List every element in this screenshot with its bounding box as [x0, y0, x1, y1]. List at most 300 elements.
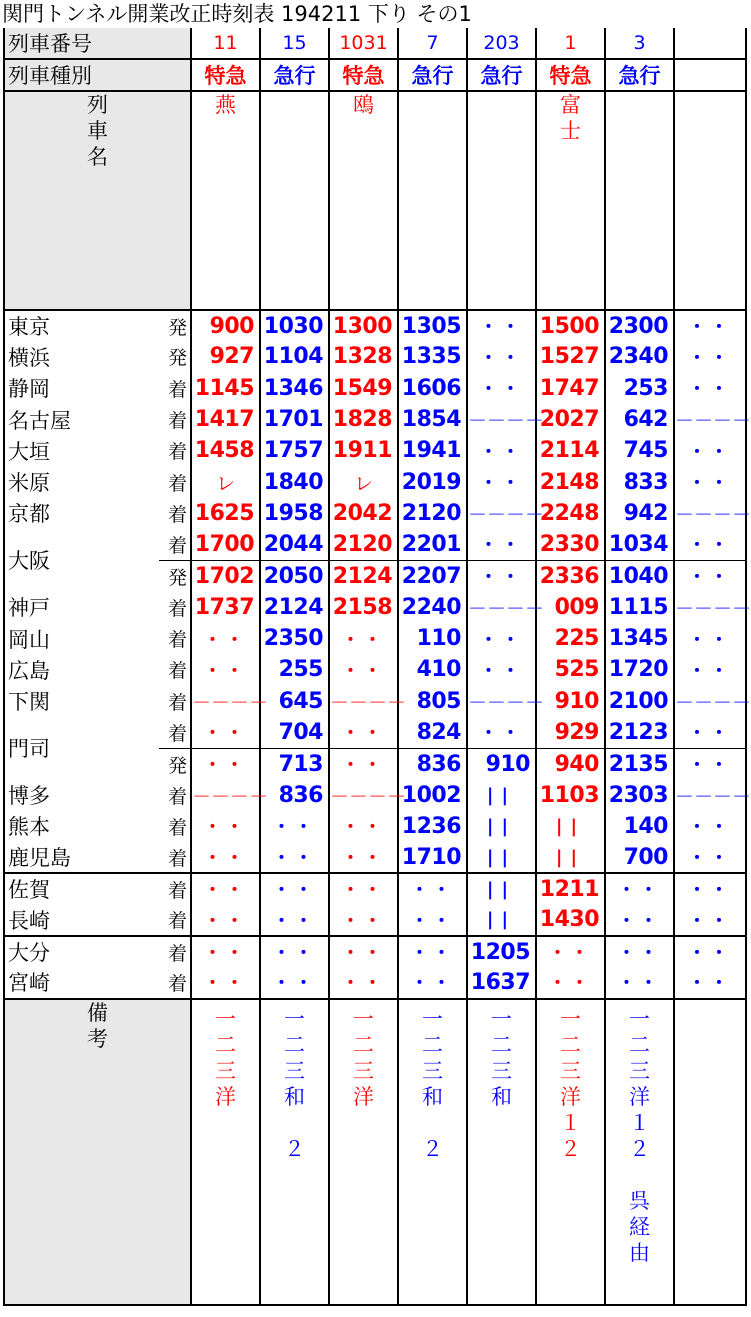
time-cell: ・・ [260, 967, 329, 998]
vertical-char: 一 [629, 1006, 650, 1031]
time-cell: 255 [260, 654, 329, 685]
time-cell: ・・ [467, 529, 536, 560]
remarks-cell [260, 999, 329, 1305]
spacer [261, 1110, 328, 1136]
time-cell: －－－－ [329, 686, 398, 717]
vertical-char: 燕 [215, 93, 236, 117]
arr-dep-mark: 着 [159, 623, 191, 654]
time-cell: 2158 [329, 592, 398, 623]
time-cell: 525 [536, 654, 605, 685]
vertical-char: 三 [491, 1058, 512, 1083]
station-name: 名古屋 [4, 404, 159, 435]
time-cell: 910 [536, 686, 605, 717]
arr-dep-mark: 着 [159, 592, 191, 623]
time-cell: 2027 [536, 404, 605, 435]
time-cell: 1625 [191, 498, 260, 529]
time-cell: ・・ [398, 967, 467, 998]
arr-dep-mark: 着 [159, 842, 191, 873]
time-cell: 1205 [467, 936, 536, 967]
time-cell: 745 [605, 435, 674, 466]
train-type: 特急 [536, 59, 605, 91]
vertical-char: 考 [87, 1026, 108, 1051]
arr-dep-mark: 発 [159, 748, 191, 779]
station-row [4, 686, 746, 717]
time-cell: 2120 [329, 529, 398, 560]
time-cell: 1104 [260, 341, 329, 372]
station-name: 東京 [4, 310, 159, 341]
train-type: 急行 [398, 59, 467, 91]
vertical-char: 呉 [629, 1188, 650, 1213]
time-cell: ・・ [467, 717, 536, 748]
vertical-char: １ [560, 1110, 581, 1135]
vertical-char: 二 [629, 1032, 650, 1057]
time-cell: ・・ [329, 873, 398, 904]
time-cell: 1941 [398, 435, 467, 466]
time-cell: 1500 [536, 310, 605, 341]
station-name: 大垣 [4, 435, 159, 466]
station-name: 岡山 [4, 623, 159, 654]
time-cell: 1417 [191, 404, 260, 435]
time-cell: ・・ [536, 936, 605, 967]
remarks-row [4, 999, 746, 1305]
time-cell: 2050 [260, 560, 329, 591]
time-cell: 2336 [536, 560, 605, 591]
station-name: 熊本 [4, 811, 159, 842]
vertical-char: 備 [87, 1000, 108, 1025]
time-cell: 2340 [605, 341, 674, 372]
station-row [4, 498, 746, 529]
vertical-char: 富 [560, 93, 581, 117]
vertical-char: 一 [422, 1006, 443, 1031]
vertical-char: 洋 [353, 1084, 374, 1109]
station-row [4, 404, 746, 435]
vertical-char: 二 [491, 1032, 512, 1057]
time-cell: 1854 [398, 404, 467, 435]
train-name-row [4, 91, 746, 310]
time-cell: －－－－ [674, 779, 746, 810]
train-type [674, 59, 746, 91]
time-cell: 1328 [329, 341, 398, 372]
time-cell: レ [329, 466, 398, 497]
time-cell: ・・ [467, 560, 536, 591]
time-cell: 1958 [260, 498, 329, 529]
time-cell: 1702 [191, 560, 260, 591]
vertical-char: 和 [491, 1084, 512, 1109]
time-cell: 2248 [536, 498, 605, 529]
time-cell: 700 [605, 842, 674, 873]
time-cell: ・・ [467, 654, 536, 685]
time-cell: ・・ [191, 967, 260, 998]
time-cell: ・・ [329, 936, 398, 967]
train-number: 203 [467, 28, 536, 59]
time-cell: ・・ [329, 967, 398, 998]
train-type-row [4, 59, 746, 91]
time-cell: 1911 [329, 435, 398, 466]
vertical-char: 経 [629, 1214, 650, 1239]
time-cell: 2207 [398, 560, 467, 591]
arr-dep-mark: 発 [159, 310, 191, 341]
remarks-cell [467, 999, 536, 1305]
arr-dep-mark: 着 [159, 779, 191, 810]
time-cell: 836 [260, 779, 329, 810]
time-cell: 1145 [191, 373, 260, 404]
time-cell: 836 [398, 748, 467, 779]
time-cell: 1637 [467, 967, 536, 998]
train-name [605, 91, 674, 310]
station-name: 大阪 [4, 529, 159, 592]
time-cell: ・・ [674, 310, 746, 341]
station-row [4, 310, 746, 341]
arr-dep-mark: 発 [159, 560, 191, 591]
time-cell: 929 [536, 717, 605, 748]
time-cell: 2019 [398, 466, 467, 497]
arr-dep-mark: 着 [159, 404, 191, 435]
vertical-char: ２ [422, 1136, 443, 1161]
time-cell: 2201 [398, 529, 467, 560]
time-cell: －－－－ [467, 404, 536, 435]
train-name [191, 91, 260, 310]
time-cell: 1747 [536, 373, 605, 404]
station-name: 下関 [4, 686, 159, 717]
train-number-row [4, 28, 746, 59]
time-cell: ・・ [191, 842, 260, 873]
station-name: 鹿児島 [4, 842, 159, 873]
remarks-cell [191, 999, 260, 1305]
time-cell: 900 [191, 310, 260, 341]
time-cell: ・・ [329, 748, 398, 779]
time-cell: ・・ [260, 811, 329, 842]
time-cell: －－－－ [467, 592, 536, 623]
time-cell: ・・ [674, 748, 746, 779]
vertical-char: 二 [560, 1032, 581, 1057]
train-type: 急行 [605, 59, 674, 91]
train-number: 11 [191, 28, 260, 59]
station-name: 横浜 [4, 341, 159, 372]
station-row [4, 905, 746, 936]
time-cell: ・・ [329, 623, 398, 654]
time-cell: 1040 [605, 560, 674, 591]
time-cell: ・・ [467, 373, 536, 404]
arr-dep-mark: 着 [159, 811, 191, 842]
time-cell: ・・ [674, 529, 746, 560]
vertical-char: 三 [284, 1058, 305, 1083]
time-cell: 1840 [260, 466, 329, 497]
station-name: 米原 [4, 466, 159, 497]
station-row [4, 967, 746, 998]
time-cell: 927 [191, 341, 260, 372]
train-type: 急行 [467, 59, 536, 91]
time-cell: 942 [605, 498, 674, 529]
time-cell: ・・ [674, 936, 746, 967]
time-cell: 1103 [536, 779, 605, 810]
time-cell: －－－－ [467, 498, 536, 529]
time-cell: ・・ [467, 623, 536, 654]
time-cell: 805 [398, 686, 467, 717]
arr-dep-mark: 着 [159, 873, 191, 904]
station-row [4, 341, 746, 372]
arr-dep-mark: 着 [159, 717, 191, 748]
time-cell: －－－－ [191, 686, 260, 717]
train-type: 急行 [260, 59, 329, 91]
time-cell: 1430 [536, 905, 605, 936]
vertical-char: １ [629, 1110, 650, 1135]
time-cell: ・・ [674, 373, 746, 404]
vertical-char: 三 [422, 1058, 443, 1083]
arr-dep-mark: 着 [159, 654, 191, 685]
time-cell: 2135 [605, 748, 674, 779]
vertical-char: 一 [215, 1006, 236, 1031]
arr-dep-mark: 着 [159, 498, 191, 529]
vertical-char: 由 [629, 1240, 650, 1265]
time-cell: －－－－ [674, 686, 746, 717]
time-cell: 1737 [191, 592, 260, 623]
vertical-char: 列 [87, 93, 108, 117]
station-name: 門司 [4, 717, 159, 780]
time-cell: ・・ [674, 717, 746, 748]
time-cell: 2303 [605, 779, 674, 810]
time-cell: || [467, 905, 536, 936]
time-cell: 1034 [605, 529, 674, 560]
time-cell: || [467, 779, 536, 810]
time-cell: 1236 [398, 811, 467, 842]
train-number: 1 [536, 28, 605, 59]
time-cell: 1115 [605, 592, 674, 623]
time-cell: || [536, 842, 605, 873]
time-cell: 1828 [329, 404, 398, 435]
time-cell: 1305 [398, 310, 467, 341]
train-type: 特急 [329, 59, 398, 91]
vertical-char: 洋 [560, 1084, 581, 1109]
vertical-char: 三 [215, 1058, 236, 1083]
time-cell: ・・ [674, 341, 746, 372]
remarks-cell [329, 999, 398, 1305]
arr-dep-mark: 着 [159, 466, 191, 497]
arr-dep-mark: 着 [159, 373, 191, 404]
arr-dep-mark: 着 [159, 905, 191, 936]
time-cell: 253 [605, 373, 674, 404]
train-name-label [4, 91, 191, 310]
time-cell: ・・ [467, 435, 536, 466]
arr-dep-mark: 着 [159, 967, 191, 998]
station-row [4, 811, 746, 842]
time-cell: 1710 [398, 842, 467, 873]
time-cell: ・・ [191, 623, 260, 654]
time-cell: ・・ [536, 967, 605, 998]
time-cell: ・・ [191, 905, 260, 936]
train-name [467, 91, 536, 310]
time-cell: 2044 [260, 529, 329, 560]
time-cell: ・・ [329, 717, 398, 748]
station-name: 京都 [4, 498, 159, 529]
time-cell: ・・ [605, 905, 674, 936]
station-name: 静岡 [4, 373, 159, 404]
time-cell: 1700 [191, 529, 260, 560]
time-cell: 2148 [536, 466, 605, 497]
vertical-char: 洋 [629, 1084, 650, 1109]
time-cell: ・・ [398, 873, 467, 904]
vertical-char: 和 [422, 1084, 443, 1109]
station-row [4, 779, 746, 810]
time-cell: 2350 [260, 623, 329, 654]
time-cell: 1527 [536, 341, 605, 372]
time-cell: －－－－ [674, 404, 746, 435]
train-name [536, 91, 605, 310]
page-title: 関門トンネル開業改正時刻表 194211 下り その1 [2, 2, 472, 26]
arr-dep-mark: 着 [159, 936, 191, 967]
station-row [4, 529, 746, 560]
time-cell: ・・ [329, 842, 398, 873]
vertical-char: 二 [422, 1032, 443, 1057]
remarks-cell [398, 999, 467, 1305]
time-cell: ・・ [605, 873, 674, 904]
train-number: 3 [605, 28, 674, 59]
train-name [329, 91, 398, 310]
time-cell: ・・ [674, 905, 746, 936]
time-cell: ・・ [674, 466, 746, 497]
time-cell: 2100 [605, 686, 674, 717]
vertical-char: 三 [560, 1058, 581, 1083]
time-cell: ・・ [467, 341, 536, 372]
remarks-cell [536, 999, 605, 1305]
time-cell: ・・ [191, 748, 260, 779]
remarks-cell [674, 999, 746, 1305]
time-cell: 833 [605, 466, 674, 497]
station-row [4, 466, 746, 497]
time-cell: 824 [398, 717, 467, 748]
station-name: 宮崎 [4, 967, 159, 998]
time-cell: －－－－ [674, 592, 746, 623]
time-cell: || [536, 811, 605, 842]
time-cell: 1335 [398, 341, 467, 372]
time-cell: || [467, 811, 536, 842]
train-number-label: 列車番号 [4, 28, 191, 59]
station-row [4, 717, 746, 748]
time-cell: 2330 [536, 529, 605, 560]
time-cell: ・・ [398, 905, 467, 936]
time-cell: －－－－ [191, 779, 260, 810]
time-cell: ・・ [260, 905, 329, 936]
time-cell: 2124 [329, 560, 398, 591]
vertical-char: 和 [284, 1084, 305, 1109]
time-cell: 2042 [329, 498, 398, 529]
time-cell: ・・ [191, 811, 260, 842]
time-cell: ・・ [191, 936, 260, 967]
spacer [606, 1162, 673, 1188]
station-name: 大分 [4, 936, 159, 967]
time-cell: 1211 [536, 873, 605, 904]
time-cell: ・・ [329, 811, 398, 842]
time-cell: || [467, 842, 536, 873]
arr-dep-mark: 着 [159, 686, 191, 717]
train-name [674, 91, 746, 310]
time-cell: －－－－ [674, 498, 746, 529]
time-cell: ・・ [674, 435, 746, 466]
time-cell: ・・ [674, 967, 746, 998]
time-cell: ・・ [674, 811, 746, 842]
station-name: 長崎 [4, 905, 159, 936]
time-cell: 704 [260, 717, 329, 748]
time-cell: 642 [605, 404, 674, 435]
vertical-char: 士 [560, 119, 581, 143]
time-cell: 1002 [398, 779, 467, 810]
time-cell: 1549 [329, 373, 398, 404]
station-row [4, 873, 746, 904]
time-cell: ・・ [674, 560, 746, 591]
train-number [674, 28, 746, 59]
train-type-label: 列車種別 [4, 59, 191, 91]
train-name [398, 91, 467, 310]
station-row [4, 373, 746, 404]
time-cell: || [467, 873, 536, 904]
station-row [4, 435, 746, 466]
time-cell: ・・ [467, 466, 536, 497]
time-cell: 1458 [191, 435, 260, 466]
time-cell: 1720 [605, 654, 674, 685]
train-number: 7 [398, 28, 467, 59]
vertical-char: 一 [353, 1006, 374, 1031]
time-cell: 225 [536, 623, 605, 654]
station-row [4, 842, 746, 873]
time-cell: 1606 [398, 373, 467, 404]
time-cell: ・・ [191, 717, 260, 748]
time-cell: 140 [605, 811, 674, 842]
timetable [3, 28, 751, 1306]
vertical-char: 三 [629, 1058, 650, 1083]
station-name: 佐賀 [4, 873, 159, 904]
time-cell: 410 [398, 654, 467, 685]
station-name: 神戸 [4, 592, 159, 623]
vertical-char: 一 [491, 1006, 512, 1031]
time-cell: 940 [536, 748, 605, 779]
vertical-char: 一 [560, 1006, 581, 1031]
time-cell: レ [191, 466, 260, 497]
time-cell: 2123 [605, 717, 674, 748]
time-cell: 713 [260, 748, 329, 779]
arr-dep-mark: 着 [159, 529, 191, 560]
time-cell: 1701 [260, 404, 329, 435]
vertical-char: 名 [87, 145, 108, 169]
time-cell: ・・ [260, 936, 329, 967]
time-cell: ・・ [605, 967, 674, 998]
time-cell: 910 [467, 748, 536, 779]
time-cell: ・・ [329, 905, 398, 936]
time-cell: ・・ [260, 842, 329, 873]
vertical-char: 一 [284, 1006, 305, 1031]
time-cell: ・・ [191, 873, 260, 904]
time-cell: ・・ [467, 310, 536, 341]
vertical-char: 二 [284, 1032, 305, 1057]
train-name [260, 91, 329, 310]
time-cell: 1300 [329, 310, 398, 341]
arr-dep-mark: 着 [159, 435, 191, 466]
time-cell: 2124 [260, 592, 329, 623]
time-cell: 645 [260, 686, 329, 717]
station-row [4, 623, 746, 654]
time-cell: －－－－ [467, 686, 536, 717]
train-number: 1031 [329, 28, 398, 59]
vertical-char: ２ [629, 1136, 650, 1161]
vertical-char: ２ [560, 1136, 581, 1161]
remarks-label [4, 999, 191, 1305]
station-name: 博多 [4, 779, 159, 810]
vertical-char: 二 [353, 1032, 374, 1057]
time-cell: 1030 [260, 310, 329, 341]
time-cell: ・・ [398, 936, 467, 967]
time-cell: 2120 [398, 498, 467, 529]
time-cell: ・・ [674, 623, 746, 654]
time-cell: ・・ [260, 873, 329, 904]
train-type: 特急 [191, 59, 260, 91]
